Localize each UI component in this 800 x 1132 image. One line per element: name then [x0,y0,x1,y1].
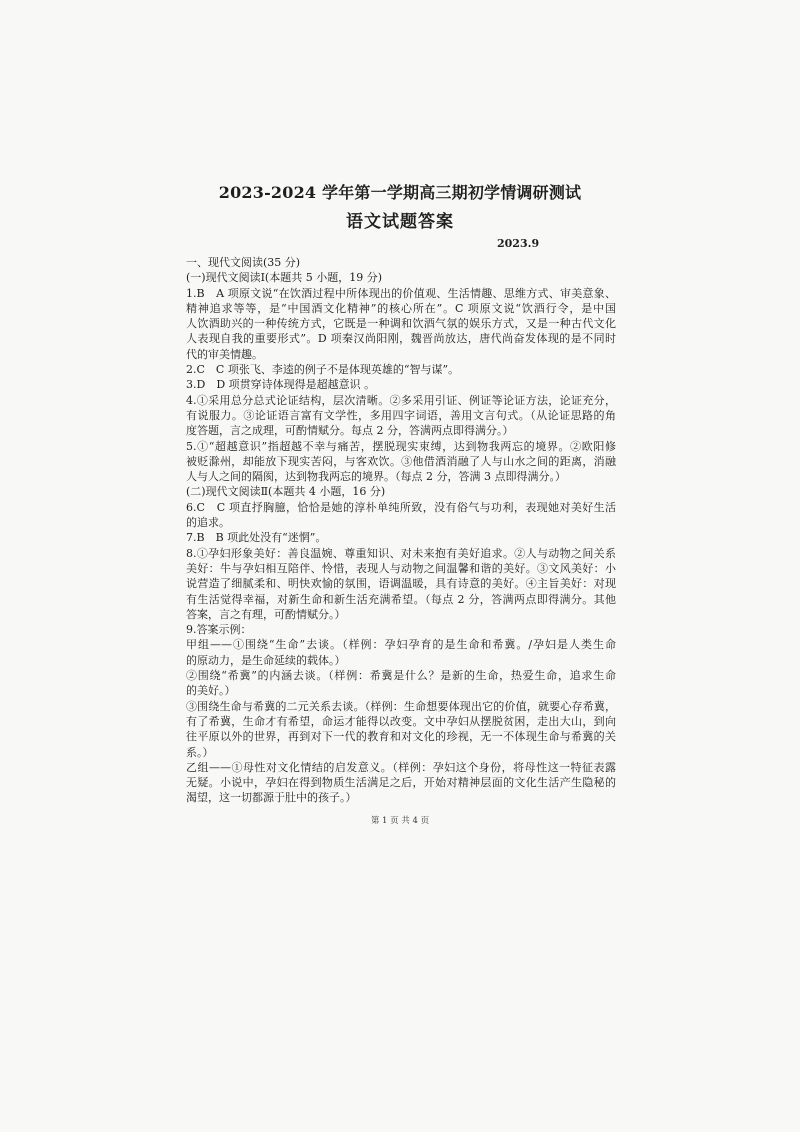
text-line: 人表现自我的重要形式”。D 项秦汉尚阳刚，魏晋尚放达，唐代尚奋发体现的是不同时 [186,332,616,346]
text-line: 渴望，这一切都源于肚中的孩子。） [186,791,357,805]
text-line: 代的审美情趣。 [186,347,263,361]
text-line: 1.B A 项原文说“在饮酒过程中所体现出的价值观、生活情趣、思维方式、审美意象、 [186,286,616,300]
text-line: 度答题，言之成理，可酌情赋分。每点 2 分，答满两点即得满分。） [186,424,514,438]
text-line: 无疑。小说中，孕妇在得到物质生活满足之后，开始对精神层面的文化生活产生隐秘的 [186,776,616,790]
text-line: (二)现代文阅读Ⅱ(本题共 4 小题，16 分) [186,485,386,499]
text-line: 有了希冀，生命才有希望，命运才能得以改变。文中孕妇从摆脱贫困，走出大山，到向 [186,714,616,728]
answer-paragraph [186,546,616,622]
answer-paragraph [186,500,616,531]
text-line: 往平原以外的世界，再到对下一代的教育和对文化的珍视，无一不体现生命与希冀的关 [186,730,616,744]
answer-paragraph [186,270,616,285]
answer-paragraph [186,362,616,377]
text-line: ③围绕生命与希冀的二元关系去谈。（样例：生命想要体现出它的价值，就要心存希冀， [186,699,616,713]
text-line: 答案，言之有理，可酌情赋分。） [186,607,346,621]
answer-paragraph [186,286,616,362]
text-line: 被贬滁州，却能放下现实苦闷，与客欢饮。③他借酒消融了人与山水之间的距离，消融 [186,454,616,468]
answer-paragraph [186,393,616,439]
text-line: 的原动力，是生命延续的载体。） [186,653,346,667]
text-line: 9.答案示例： [186,623,252,637]
text-line: 5.①“超越意识”指超越不幸与痛苦，摆脱现实束缚，达到物我两忘的境界。②欧阳修 [186,439,616,453]
answer-paragraph [186,668,616,699]
answer-paragraph [186,760,616,806]
text-line: 3.D D 项贯穿诗体现得是超越意识 。 [186,378,376,392]
text-line: 4.①采用总分总式论证结构，层次清晰。②多采用引证、例证等论证方法，论证充分， [186,393,616,407]
answer-paragraph [186,637,616,668]
text-line: 的美好。） [186,684,236,698]
text-line: 6.C C 项直抒胸臆，恰恰是她的淳朴单纯所致，没有俗气与功利，表现她对美好生活 [186,500,616,514]
text-line: 美好：牛与孕妇相互陪伴、怜惜，表现人与动物之间温馨和谐的美好。③文风美好：小 [186,561,616,575]
text-line: 的追求。 [186,516,230,530]
text-line: 8.①孕妇形象美好：善良温婉、尊重知识、对未来抱有美好追求。②人与动物之间关系 [186,546,616,560]
text-line: 7.B B 项此处没有“迷惘”。 [186,531,327,545]
text-line: 系。） [186,745,214,759]
answer-paragraph [186,622,616,637]
document-title: 2023-2024 学年第一学期高三期初学情调研测试 [218,183,582,202]
text-line: 精神追求等等，是“中国酒文化精神”的核心所在”。C 项原文说“饮酒行令，是中国 [186,301,616,315]
text-line: 人与人之间的隔阂，达到物我两忘的境界。（每点 2 分，答满 3 点即得满分。） [186,470,566,484]
answer-paragraph [186,377,616,392]
text-line: 有说服力。③论证语言富有文学性，多用四字词语，善用文言句式。（从论证思路的角 [186,408,616,422]
text-line: 甲组——①围绕“生命”去谈。（样例：孕妇孕育的是生命和希冀。/孕妇是人类生命 [186,638,616,652]
text-line: (一)现代文阅读Ⅰ(本题共 5 小题，19 分) [186,271,382,285]
answer-paragraph [186,255,616,270]
text-line: 人饮酒助兴的一种传统方式，它既是一种调和饮酒气氛的娱乐方式，又是一种古代文化 [186,317,616,331]
text-line: 一、现代文阅读(35 分) [186,256,301,269]
document-subtitle: 语文试题答案 [346,212,454,232]
answer-paragraph [186,530,616,545]
text-line: ②围绕“希冀”的内涵去谈。（样例：希冀是什么？是新的生命，热爱生命，追求生命 [186,669,616,683]
answer-paragraph [186,439,616,485]
text-line: 乙组——①母性对文化情结的启发意义。（样例：孕妇这个身份，将母性这一特征表露 [186,760,616,774]
document-date: 2023.9 [497,237,540,250]
answer-paragraph [186,699,616,760]
page-footer: 第 1 页 共 4 页 [370,816,430,826]
text-line: 有生活觉得幸福，对新生命和新生活充满希望。（每点 2 分，答满两点即得满分。其他 [186,592,616,606]
answer-body [186,255,616,806]
text-line: 2.C C 项张飞、李逵的例子不是体现英雄的“智与谋”。 [186,363,460,377]
answer-paragraph [186,484,616,499]
text-line: 说营造了细腻柔和、明快欢愉的氛围，语调温暖，具有诗意的美好。④主旨美好：对现 [186,577,616,591]
